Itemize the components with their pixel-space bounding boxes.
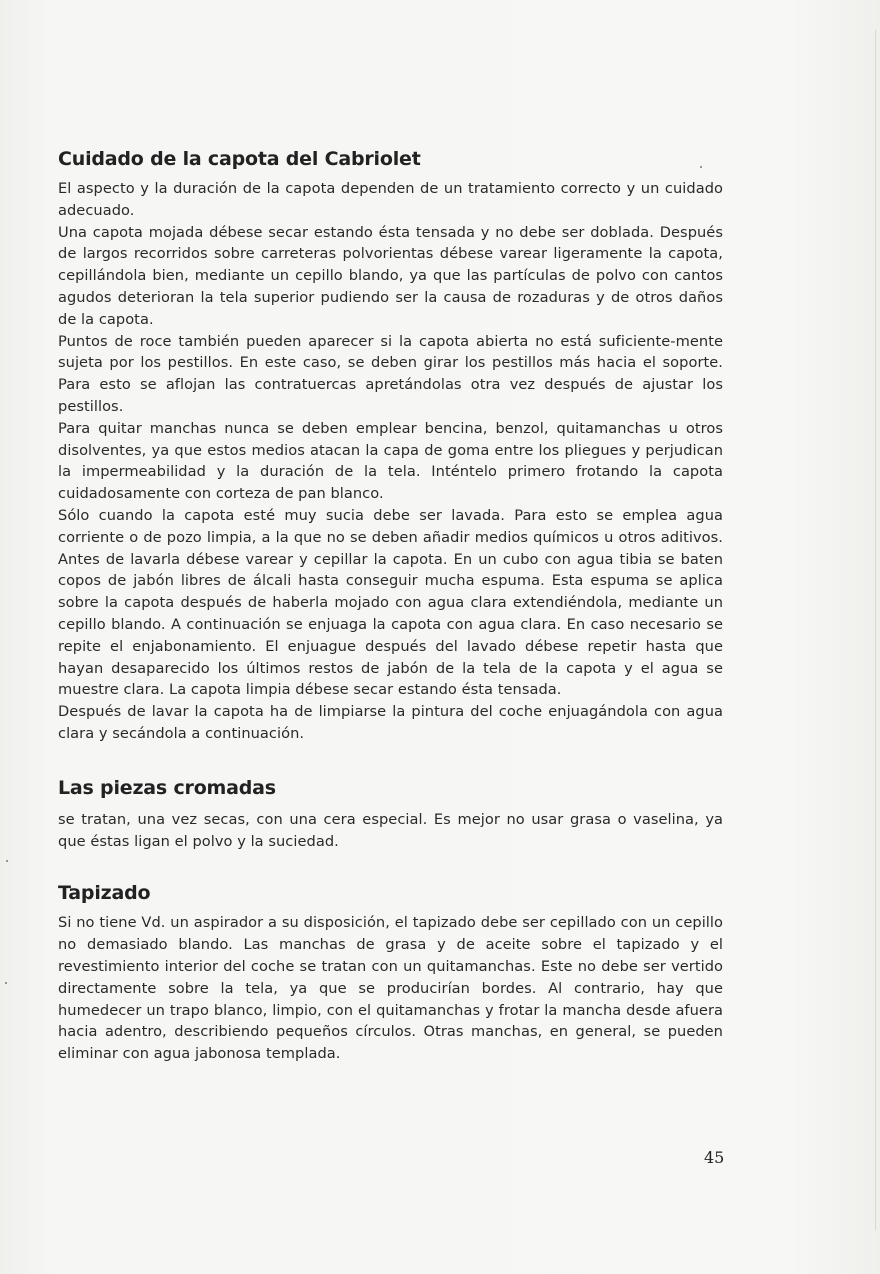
paragraph: Una capota mojada débese secar estando ésta tensada y no debe ser doblada. Después de largos recorridos sobre carreteras polvorientas débese varear ligeramente la capota, cepillándola bien, mediante un cepillo blando, ya que las partículas de polvo con cantos agudos deterioran la tela superior pudiendo ser la causa de rozaduras y de otros daños de la capota.	[58, 223, 723, 328]
paragraph: El aspecto y la duración de la capota dependen de un tratamiento correcto y un cuidado adecuado.	[58, 180, 723, 219]
section-capota	[58, 146, 723, 745]
section-piezas-cromadas	[58, 775, 723, 853]
paragraph: Sólo cuando la capota esté muy sucia debe ser lavada. Para esto se emplea agua corriente o de pozo limpia, a la que no se deben añadir medios químicos u otros aditivos. Antes de lavarla débese varear y cepillar la capota. En un cubo con agua tibia se baten copos de jabón libres de álcali hasta conseguir mucha espuma. Esta espuma se aplica sobre la capota después de haberla mojado con agua clara extendiéndola, mediante un cepillo blando. A continuación se enjuaga la capota con agua clara. En caso necesario se repite el enjabonamiento. El enjuague después del lavado débese repetir hasta que hayan desaparecido los últimos restos de jabón de la tela de la capota y el agua se muestre clara. La capota limpia débese secar estando ésta tensada.	[58, 506, 723, 699]
section-title: Cuidado de la capota del Cabriolet	[58, 148, 421, 170]
paragraph: Después de lavar la capota ha de limpiarse la pintura del coche enjuagándola con agua clara y secándola a continuación.	[58, 703, 723, 742]
section-title: Tapizado	[58, 882, 151, 905]
paragraph: Puntos de roce también pueden aparecer si la capota abierta no está suficiente-mente sujeta por los pestillos. En este caso, se deben girar los pestillos más hacia el soporte. Para esto se aflojan las contratuercas apretándolas otra vez después de ajustar los pestillos.	[58, 332, 723, 415]
section-title: Las piezas cromadas	[58, 776, 276, 799]
page-edge	[875, 30, 876, 1230]
paragraph: Si no tiene Vd. un aspirador a su disposición, el tapizado debe ser cepillado con un cepillo no demasiado blando. Las manchas de grasa y de aceite sobre el tapizado y el revestimiento interior del coche se tratan con un quitamanchas. Este no debe ser vertido directamente sobre la tela, ya que se producirían bordes. Al contrario, hay que humedecer un trapo blanco, limpio, con el quitamanchas y frotar la mancha desde afuera hacia adentro, describiendo pequeños círculos. Otras manchas, en general, se pueden eliminar con agua jabonosa templada.	[58, 914, 723, 1063]
section-tapizado	[58, 880, 723, 1065]
scan-speck	[6, 860, 8, 862]
scan-speck	[5, 982, 7, 984]
paragraph: Para quitar manchas nunca se deben emplear bencina, benzol, quitamanchas u otros disolventes, ya que estos medios atacan la capa de goma entre los pliegues y perjudican la impermeabilidad y la duración de la tela. Inténtelo primero frotando la capota cuidadosamente con corteza de pan blanco.	[58, 419, 723, 503]
paragraph: se tratan, una vez secas, con una cera especial. Es mejor no usar grasa o vaselina, ya que éstas ligan el polvo y la suciedad.	[58, 810, 723, 850]
page-number: 45	[704, 1148, 725, 1167]
page-content	[58, 146, 723, 1065]
